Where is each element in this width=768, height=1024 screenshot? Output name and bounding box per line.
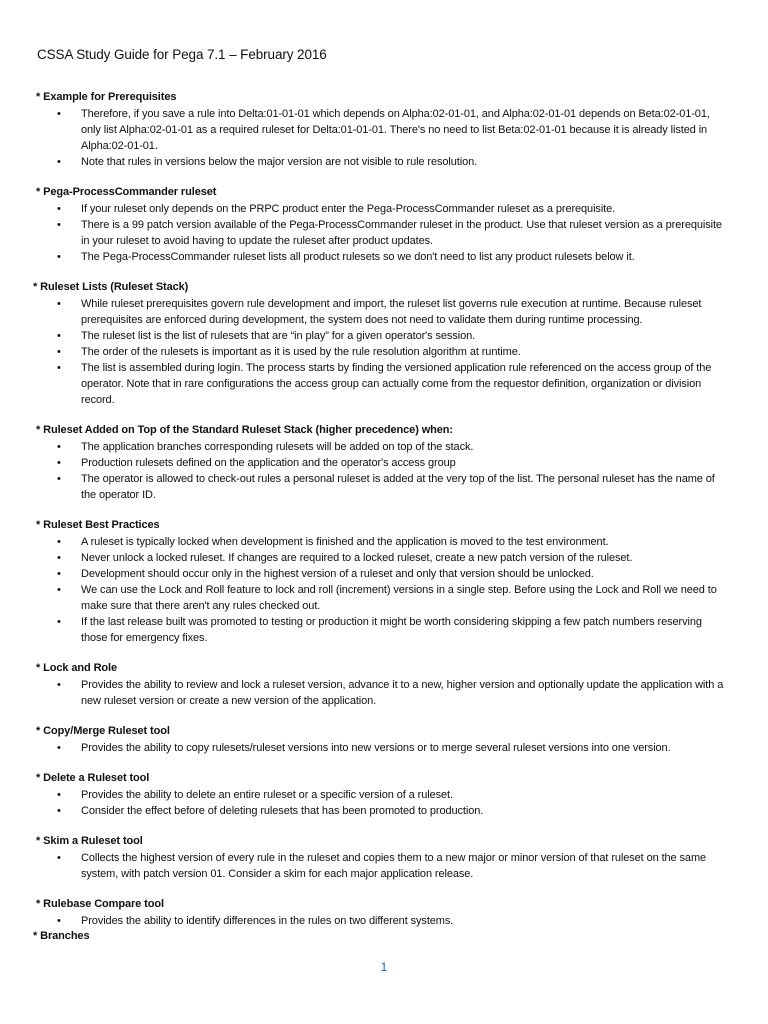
document-body <box>0 90 768 960</box>
section-heading: * Ruleset Added on Top of the Standard Ruleset Stack (higher precedence) when: <box>36 424 453 436</box>
bullet-list <box>0 740 768 756</box>
section-heading: * Copy/Merge Ruleset tool <box>36 725 170 737</box>
bullet-item: • Therefore, if you save a rule into Delta:01-01-01 which depends on Alpha:02-01-01, and Alpha:02-01-01 depends on Beta:02-01-01, only list Alpha:02-01-01 as a required ruleset for Delta:01-01-01. There's no need to list Beta:02-01-01 because it is already listed in Alpha:02-01-01. <box>0 106 768 154</box>
bullet-item: • Production rulesets defined on the application and the operator's access group <box>0 455 768 471</box>
document-title: CSSA Study Guide for Pega 7.1 – February 2016 <box>37 47 327 62</box>
bullet-list <box>0 106 768 170</box>
bullet-list <box>0 296 768 408</box>
bullet-list <box>0 201 768 265</box>
section <box>0 771 768 819</box>
bullet-item: • The Pega-ProcessCommander ruleset lists all product rulesets so we don't need to list any product rulesets below it. <box>0 249 768 265</box>
bullet-item: • Consider the effect before of deleting rulesets that has been promoted to production. <box>0 803 768 819</box>
bullet-item: • The application branches corresponding rulesets will be added on top of the stack. <box>0 439 768 455</box>
section-heading: * Lock and Role <box>36 662 118 674</box>
section-heading: * Example for Prerequisites <box>36 91 177 103</box>
bullet-list <box>0 913 768 929</box>
bullet-list <box>0 534 768 646</box>
bullet-item: • The list is assembled during login. The process starts by finding the versioned application rule referenced on the access group of the operator. Note that in rare configurations the access group can actually come from the requestor definition, organization or division record. <box>0 360 768 408</box>
section <box>0 661 768 709</box>
bullet-item: • Development should occur only in the highest version of a ruleset and only that version should be unlocked. <box>0 566 768 582</box>
bullet-item: • Provides the ability to review and lock a ruleset version, advance it to a new, higher version and optionally update the application with a new ruleset version or create a new version of the application. <box>0 677 768 709</box>
bullet-list <box>0 787 768 819</box>
section-heading: * Ruleset Lists (Ruleset Stack) <box>33 281 189 293</box>
bullet-item: • If your ruleset only depends on the PRPC product enter the Pega-ProcessCommander ruleset as a prerequisite. <box>0 201 768 217</box>
bullet-item: • The operator is allowed to check-out rules a personal ruleset is added at the very top of the list. The personal ruleset has the name of the operator ID. <box>0 471 768 503</box>
bullet-list <box>0 850 768 882</box>
section <box>0 897 768 929</box>
section-heading: * Delete a Ruleset tool <box>36 772 150 784</box>
section <box>0 280 768 408</box>
section <box>0 185 768 265</box>
bullet-list <box>0 677 768 709</box>
bullet-item: • There is a 99 patch version available of the Pega-ProcessCommander ruleset in the product. Use that ruleset version as a prerequisite in your ruleset to avoid having to update the ruleset after product updates. <box>0 217 768 249</box>
bullet-item: • Provides the ability to copy rulesets/ruleset versions into new versions or to merge several ruleset versions into one version. <box>0 740 768 756</box>
bullet-item: • Note that rules in versions below the major version are not visible to rule resolution. <box>0 154 768 170</box>
section <box>0 90 768 170</box>
section <box>0 929 768 945</box>
section-heading: * Rulebase Compare tool <box>36 898 164 910</box>
section <box>0 724 768 756</box>
bullet-item: • Provides the ability to identify differences in the rules on two different systems. <box>0 913 768 929</box>
section <box>0 518 768 646</box>
bullet-item: • Collects the highest version of every rule in the ruleset and copies them to a new major or minor version of that ruleset on the same system, with patch version 01. Consider a skim for each major application release. <box>0 850 768 882</box>
bullet-item: • We can use the Lock and Roll feature to lock and roll (increment) versions in a single step. Before using the Lock and Roll we need to make sure that there aren't any rules checked out. <box>0 582 768 614</box>
bullet-item: • A ruleset is typically locked when development is finished and the application is moved to the test environment. <box>0 534 768 550</box>
bullet-item: • The ruleset list is the list of rulesets that are “in play” for a given operator's session. <box>0 328 768 344</box>
section-heading: * Branches <box>33 930 90 942</box>
section-heading: * Skim a Ruleset tool <box>36 835 143 847</box>
bullet-item: • Provides the ability to delete an entire ruleset or a specific version of a ruleset. <box>0 787 768 803</box>
section-heading: * Ruleset Best Practices <box>36 519 160 531</box>
bullet-list <box>0 439 768 503</box>
bullet-item: • While ruleset prerequisites govern rule development and import, the ruleset list governs rule execution at runtime. Because ruleset prerequisites are enforced during development, the system does not need to validate them during runtime processing. <box>0 296 768 328</box>
page-number: 1 <box>380 960 388 974</box>
bullet-item: • Never unlock a locked ruleset. If changes are required to a locked ruleset, create a new patch version of the ruleset. <box>0 550 768 566</box>
section <box>0 834 768 882</box>
bullet-item: • The order of the rulesets is important as it is used by the rule resolution algorithm at runtime. <box>0 344 768 360</box>
section <box>0 423 768 503</box>
section-heading: * Pega-ProcessCommander ruleset <box>36 186 217 198</box>
bullet-item: • If the last release built was promoted to testing or production it might be worth considering skipping a few patch numbers reserving those for emergency fixes. <box>0 614 768 646</box>
